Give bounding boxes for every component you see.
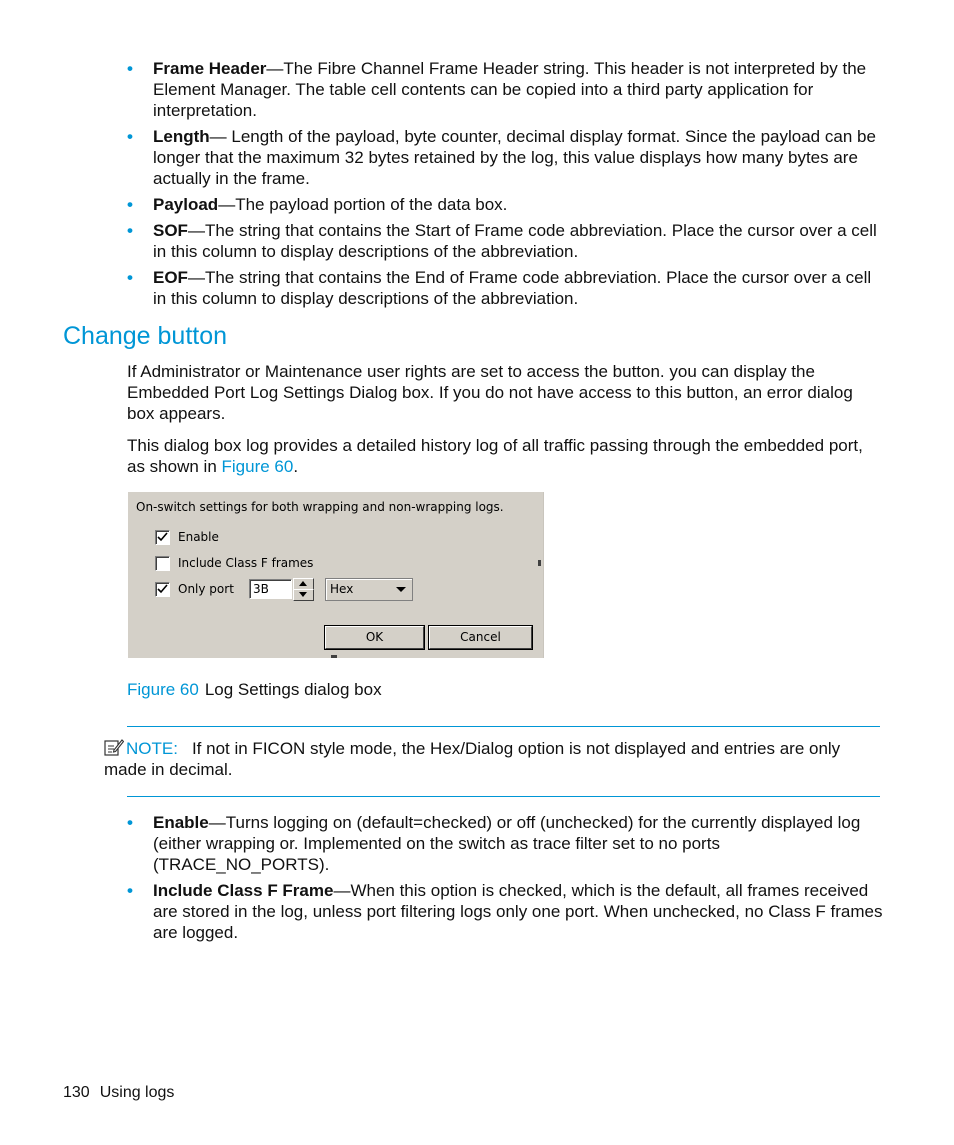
term: SOF: [153, 221, 188, 240]
bullet-dot-icon: •: [127, 195, 133, 214]
classf-checkbox[interactable]: [155, 556, 170, 571]
list-item: [127, 126, 887, 189]
figure-caption: [127, 679, 382, 700]
port-spinner[interactable]: [293, 578, 314, 600]
arrow-down-icon: [299, 592, 307, 597]
arrow-up-icon: [299, 581, 307, 586]
definition-list-top: [127, 58, 887, 314]
list-item: [127, 58, 887, 121]
list-item: [127, 267, 887, 309]
figure-caption-text: Log Settings dialog box: [204, 680, 382, 699]
term: Include Class F Frame: [153, 881, 334, 900]
paragraph-text: This dialog box log provides a detailed history log of all traffic passing through the embedded port, as shown in: [127, 436, 863, 476]
spin-down-button[interactable]: [293, 589, 314, 601]
check-icon: [157, 532, 168, 543]
format-select[interactable]: [325, 578, 413, 601]
note-label: NOTE:: [126, 739, 178, 758]
bullet-dot-icon: •: [127, 813, 133, 832]
note-divider-top: [127, 726, 880, 727]
cancel-button[interactable]: Cancel: [429, 626, 532, 649]
footer-section: Using logs: [99, 1084, 175, 1101]
format-value: Hex: [330, 582, 354, 596]
bullet-dot-icon: •: [127, 268, 133, 287]
list-item: [127, 880, 887, 943]
log-settings-dialog: [128, 492, 544, 658]
definition: —When this option is checked, which is the default, all frames received are stored in the log, unless port filtering logs only one port. When unchecked, no Class F frames are logged.: [153, 881, 883, 942]
resize-mark: [538, 560, 541, 566]
term: EOF: [153, 268, 188, 287]
list-item: [127, 220, 887, 262]
definition: —The string that contains the Start of Frame code abbreviation. Place the cursor over a cell in this column to display descriptions of the abbreviation.: [153, 221, 877, 261]
definition: —The Fibre Channel Frame Header string. This header is not interpreted by the Element Manager. The table cell contents can be copied into a third party application for interpretation.: [153, 59, 867, 120]
page-number: 130: [63, 1084, 90, 1101]
bullet-dot-icon: •: [127, 221, 133, 240]
onlyport-checkbox[interactable]: [155, 582, 170, 597]
page-footer: [63, 1082, 174, 1103]
enable-checkbox[interactable]: [155, 530, 170, 545]
list-item: [127, 812, 887, 875]
term: Enable: [153, 813, 209, 832]
note-block: [104, 738, 880, 780]
note-text: If not in FICON style mode, the Hex/Dialog option is not displayed and entries are only made in decimal.: [104, 739, 841, 779]
term: Frame Header: [153, 59, 267, 78]
term: Payload: [153, 195, 219, 214]
ok-button[interactable]: OK: [325, 626, 424, 649]
paragraph-end: .: [293, 457, 299, 476]
chevron-down-icon: [396, 587, 406, 592]
bullet-dot-icon: •: [127, 881, 133, 900]
definition: —The payload portion of the data box.: [218, 195, 508, 214]
paragraph-description: [127, 435, 877, 477]
enable-label: Enable: [178, 530, 219, 544]
bullet-dot-icon: •: [127, 127, 133, 146]
paragraph-access: If Administrator or Maintenance user rights are set to access the button. you can display the Embedded Port Log Settings Dialog box. If you do not have access to this button, an error dialog box appears.: [127, 362, 853, 423]
definition: —Turns logging on (default=checked) or off (unchecked) for the currently displayed log (either wrapping or. Implemented on the switch as trace filter set to no ports (TRACE_NO_PORTS).: [153, 813, 861, 874]
figure-label: Figure 60: [127, 680, 199, 699]
port-input[interactable]: 3B: [249, 579, 292, 599]
check-icon: [157, 584, 168, 595]
definition-list-bottom: [127, 812, 887, 948]
definition: —The string that contains the End of Frame code abbreviation. Place the cursor over a cell in this column to display descriptions of the abbreviation.: [153, 268, 872, 308]
list-item: [127, 194, 887, 215]
note-divider-bottom: [127, 796, 880, 797]
figure-link[interactable]: Figure 60: [221, 457, 294, 476]
onlyport-label: Only port: [178, 582, 234, 596]
term: Length: [153, 127, 210, 146]
section-heading: Change button: [63, 322, 228, 350]
definition: — Length of the payload, byte counter, decimal display format. Since the payload can be longer that the maximum 32 bytes retained by the log, this value displays how many bytes are actually in the frame.: [153, 127, 876, 188]
resize-mark: [331, 655, 337, 658]
dialog-title: On-switch settings for both wrapping and non-wrapping logs.: [136, 500, 504, 514]
classf-label: Include Class F frames: [178, 556, 314, 570]
bullet-dot-icon: •: [127, 59, 133, 78]
note-pencil-icon: [104, 738, 124, 756]
